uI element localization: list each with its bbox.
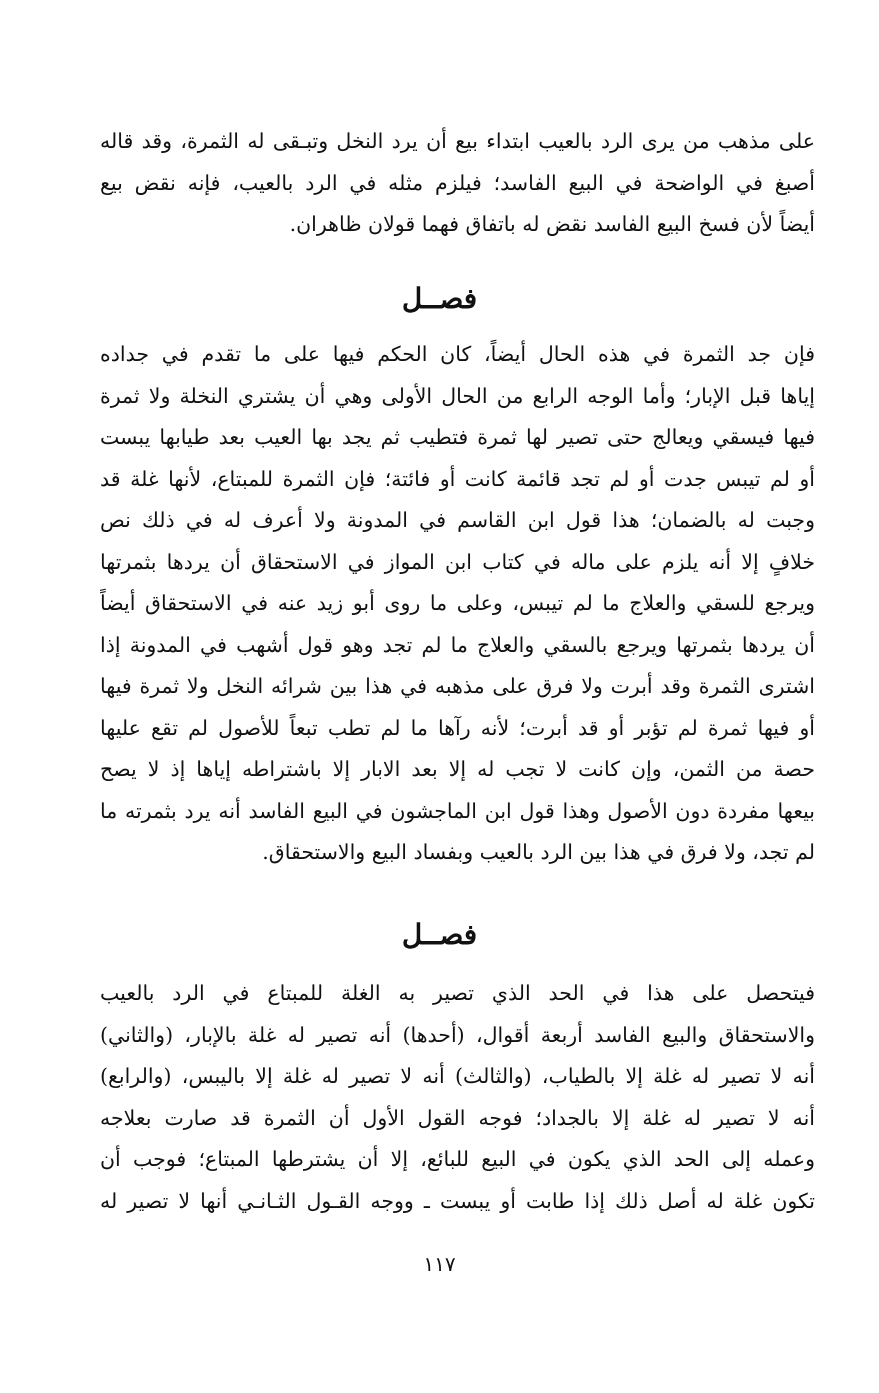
paragraph-3 xyxy=(100,973,815,1222)
text-line: خلافٍ إلا أنه يلزم على ماله في كتاب ابن المواز في الاستحقاق أن يردها بثمرتها xyxy=(100,549,815,574)
paragraph-1 xyxy=(100,121,815,246)
text-line: لم تجد، ولا فرق في هذا بين الرد بالعيب وبفساد البيع والاستحقاق. xyxy=(262,840,815,864)
text-line: أيضاً لأن فسخ البيع الفاسد نقض له باتفاق فهما قولان ظاهران. xyxy=(289,212,815,236)
text-line: أن يردها بثمرتها ويرجع بالسقي والعلاج ما لم تجد وهو قول أشهب في المدونة إذا xyxy=(100,632,815,657)
text-line: اشترى الثمرة وقد أبرت ولا فرق على مذهبه في هذا بين شرائه النخل ولا ثمرة فيها xyxy=(100,674,815,698)
text-line: أصبغ في الواضحة في البيع الفاسد؛ فيلزم مثله في الرد بالعيب، فإنه نقض بيع xyxy=(100,170,815,195)
text-line: ويرجع للسقي والعلاج ما لم تيبس، وعلى ما روى أبو زيد عنه في الاستحقاق أيضاً xyxy=(100,591,815,615)
text-line: حصة من الثمن، وإن كانت لا تجب له إلا بعد الابار إلا باشتراطه إياها إذ لا يصح xyxy=(100,757,815,781)
text-line: وعمله إلى الحد الذي يكون في البيع للبائع، إلا أن يشترطها المبتاع؛ فوجب أن xyxy=(100,1147,815,1171)
text-line: فإن جد الثمرة في هذه الحال أيضاً، كان الحكم فيها على ما تقدم في جداده xyxy=(100,342,815,366)
text-line: وجبت له بالضمان؛ هذا قول ابن القاسم في المدونة ولا أعرف له في ذلك نص xyxy=(100,508,815,532)
text-line: على مذهب من يرى الرد بالعيب ابتداء بيع أن يرد النخل وتبـقى له الثمرة، وقد قاله xyxy=(100,129,815,153)
text-line: إياها قبل الإبار؛ وأما الوجه الرابع من الحال الأولى وهي أن يشتري النخلة ولا ثمرة xyxy=(100,383,815,408)
text-line: فيتحصل على هذا في الحد الذي تصير به الغلة للمبتاع في الرد بالعيب xyxy=(100,981,815,1005)
text-line: فيها فيسقي ويعالج حتى تصير لها ثمرة فتطيب ثم يجد بها العيب بعد طيابها يبست xyxy=(100,425,815,449)
section-heading-2: فصــل xyxy=(401,918,478,951)
section-heading-1: فصــل xyxy=(401,282,478,315)
text-line: أنه لا تصير له غلة إلا بالجداد؛ فوجه القول الأول أن الثمرة قد صارت بعلاجه xyxy=(100,1105,815,1130)
text-line: أو فيها ثمرة لم تؤبر أو قد أبرت؛ لأنه رآها ما لم تطب تبعاً للأصول لم تقع عليها xyxy=(100,715,815,740)
text-line: تكون غلة له أصل ذلك إذا طابت أو يبست ـ ووجه القـول الثـانـي أنها لا تصير له xyxy=(100,1188,815,1213)
text-line: والاستحقاق والبيع الفاسد أربعة أقوال، (أحدها) أنه تصير له غلة بالإبار، (والثاني) xyxy=(100,1022,815,1047)
paragraph-2 xyxy=(100,334,815,874)
text-line: أنه لا تصير له غلة إلا بالطياب، (والثالث) أنه لا تصير له غلة إلا باليبس، (والرابع) xyxy=(100,1064,815,1088)
text-line: بيعها مفردة دون الأصول وهذا قول ابن الماجشون في البيع الفاسد أنه يرد بثمرته ما xyxy=(100,798,815,823)
page-number: ١١٧ xyxy=(423,1252,456,1276)
text-line: أو لم تيبس جدت أو لم تجد قائمة كانت أو فائتة؛ فإن الثمرة للمبتاع، لأنها غلة قد xyxy=(100,466,815,491)
